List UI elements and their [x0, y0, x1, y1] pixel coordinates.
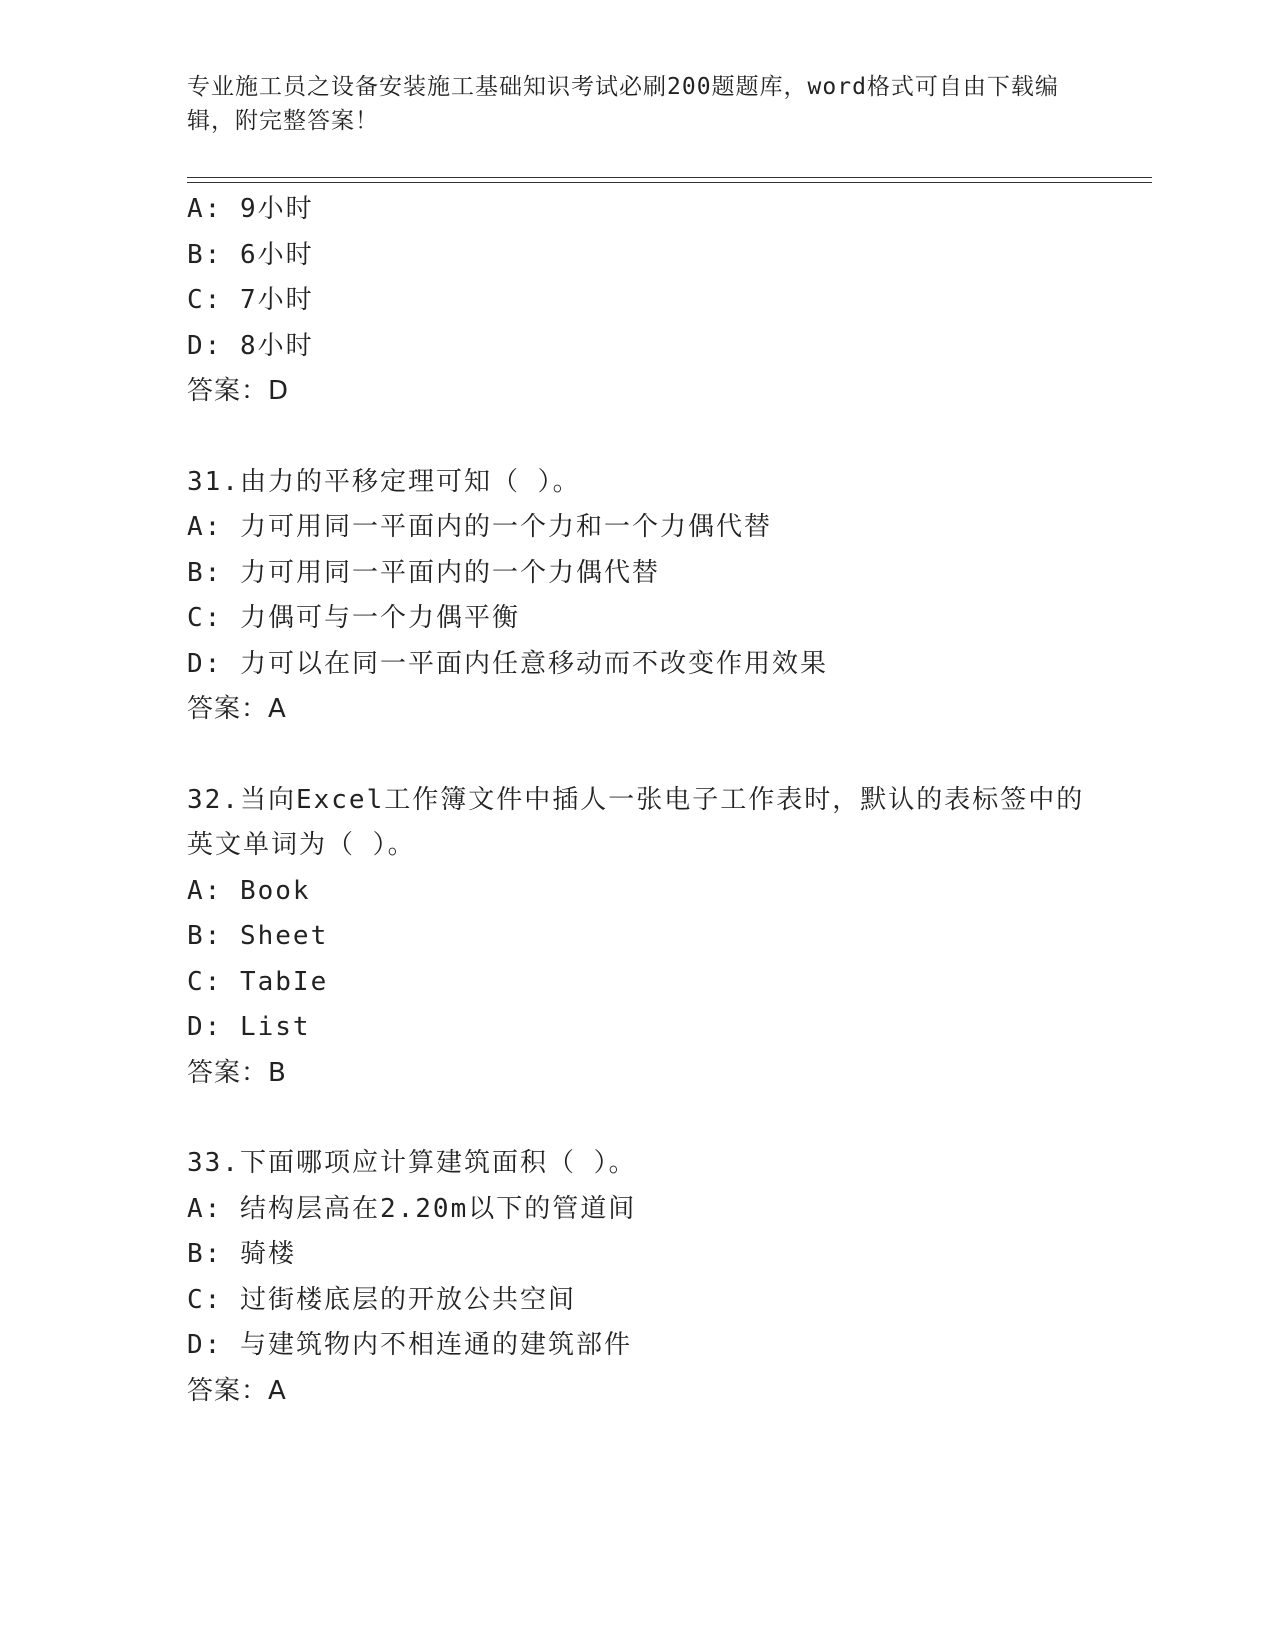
option-b: B: 力可用同一平面内的一个力偶代替 [187, 557, 660, 588]
option-d: D: 与建筑物内不相连通的建筑部件 [187, 1330, 632, 1360]
document-header: 专业施工员之设备安装施工基础知识考试必刷200题题库，word格式可自由下载编辑，附完整答案！ [187, 74, 1059, 134]
question-block-31 [187, 460, 1147, 733]
question-block-33 [187, 1141, 1147, 1414]
question-block-32 [187, 778, 1147, 1097]
answer-line: 答案：D [187, 376, 290, 406]
question-stem: 31.由力的平移定理可知（ ）。 [187, 466, 581, 497]
spacer [187, 733, 1147, 778]
option-d: D: 力可以在同一平面内任意移动而不改变作用效果 [187, 648, 828, 679]
spacer [187, 415, 1147, 460]
option-d: D: 8小时 [187, 330, 314, 361]
option-b: B: Sheet [187, 921, 329, 951]
option-c: C: 7小时 [187, 285, 314, 315]
option-a: A: 结构层高在2.20m以下的管道间 [187, 1193, 637, 1224]
option-a: A: 力可用同一平面内的一个力和一个力偶代替 [187, 512, 772, 542]
answer-line: 答案：A [187, 694, 287, 724]
option-d: D: List [187, 1012, 311, 1042]
question-stem: 32.当向Excel工作簿文件中插人一张电子工作表时，默认的表标签中的英文单词为（ ）。 [187, 784, 1085, 860]
header-divider-top [187, 177, 1152, 178]
option-b: B: 6小时 [187, 239, 314, 270]
option-c: C: TabIe [187, 966, 329, 997]
option-a: A: 9小时 [187, 194, 314, 224]
option-c: C: 过街楼底层的开放公共空间 [187, 1284, 576, 1315]
question-block-prev [187, 187, 1147, 415]
question-content [187, 187, 1147, 1414]
option-c: C: 力偶可与一个力偶平衡 [187, 603, 520, 633]
answer-line: 答案：A [187, 1375, 287, 1406]
option-a: A: Book [187, 875, 311, 906]
header-divider-bottom [187, 182, 1152, 183]
spacer [187, 1096, 1147, 1141]
answer-line: 答案：B [187, 1057, 287, 1088]
question-stem: 33.下面哪项应计算建筑面积（ ）。 [187, 1148, 637, 1178]
option-b: B: 骑楼 [187, 1239, 296, 1269]
